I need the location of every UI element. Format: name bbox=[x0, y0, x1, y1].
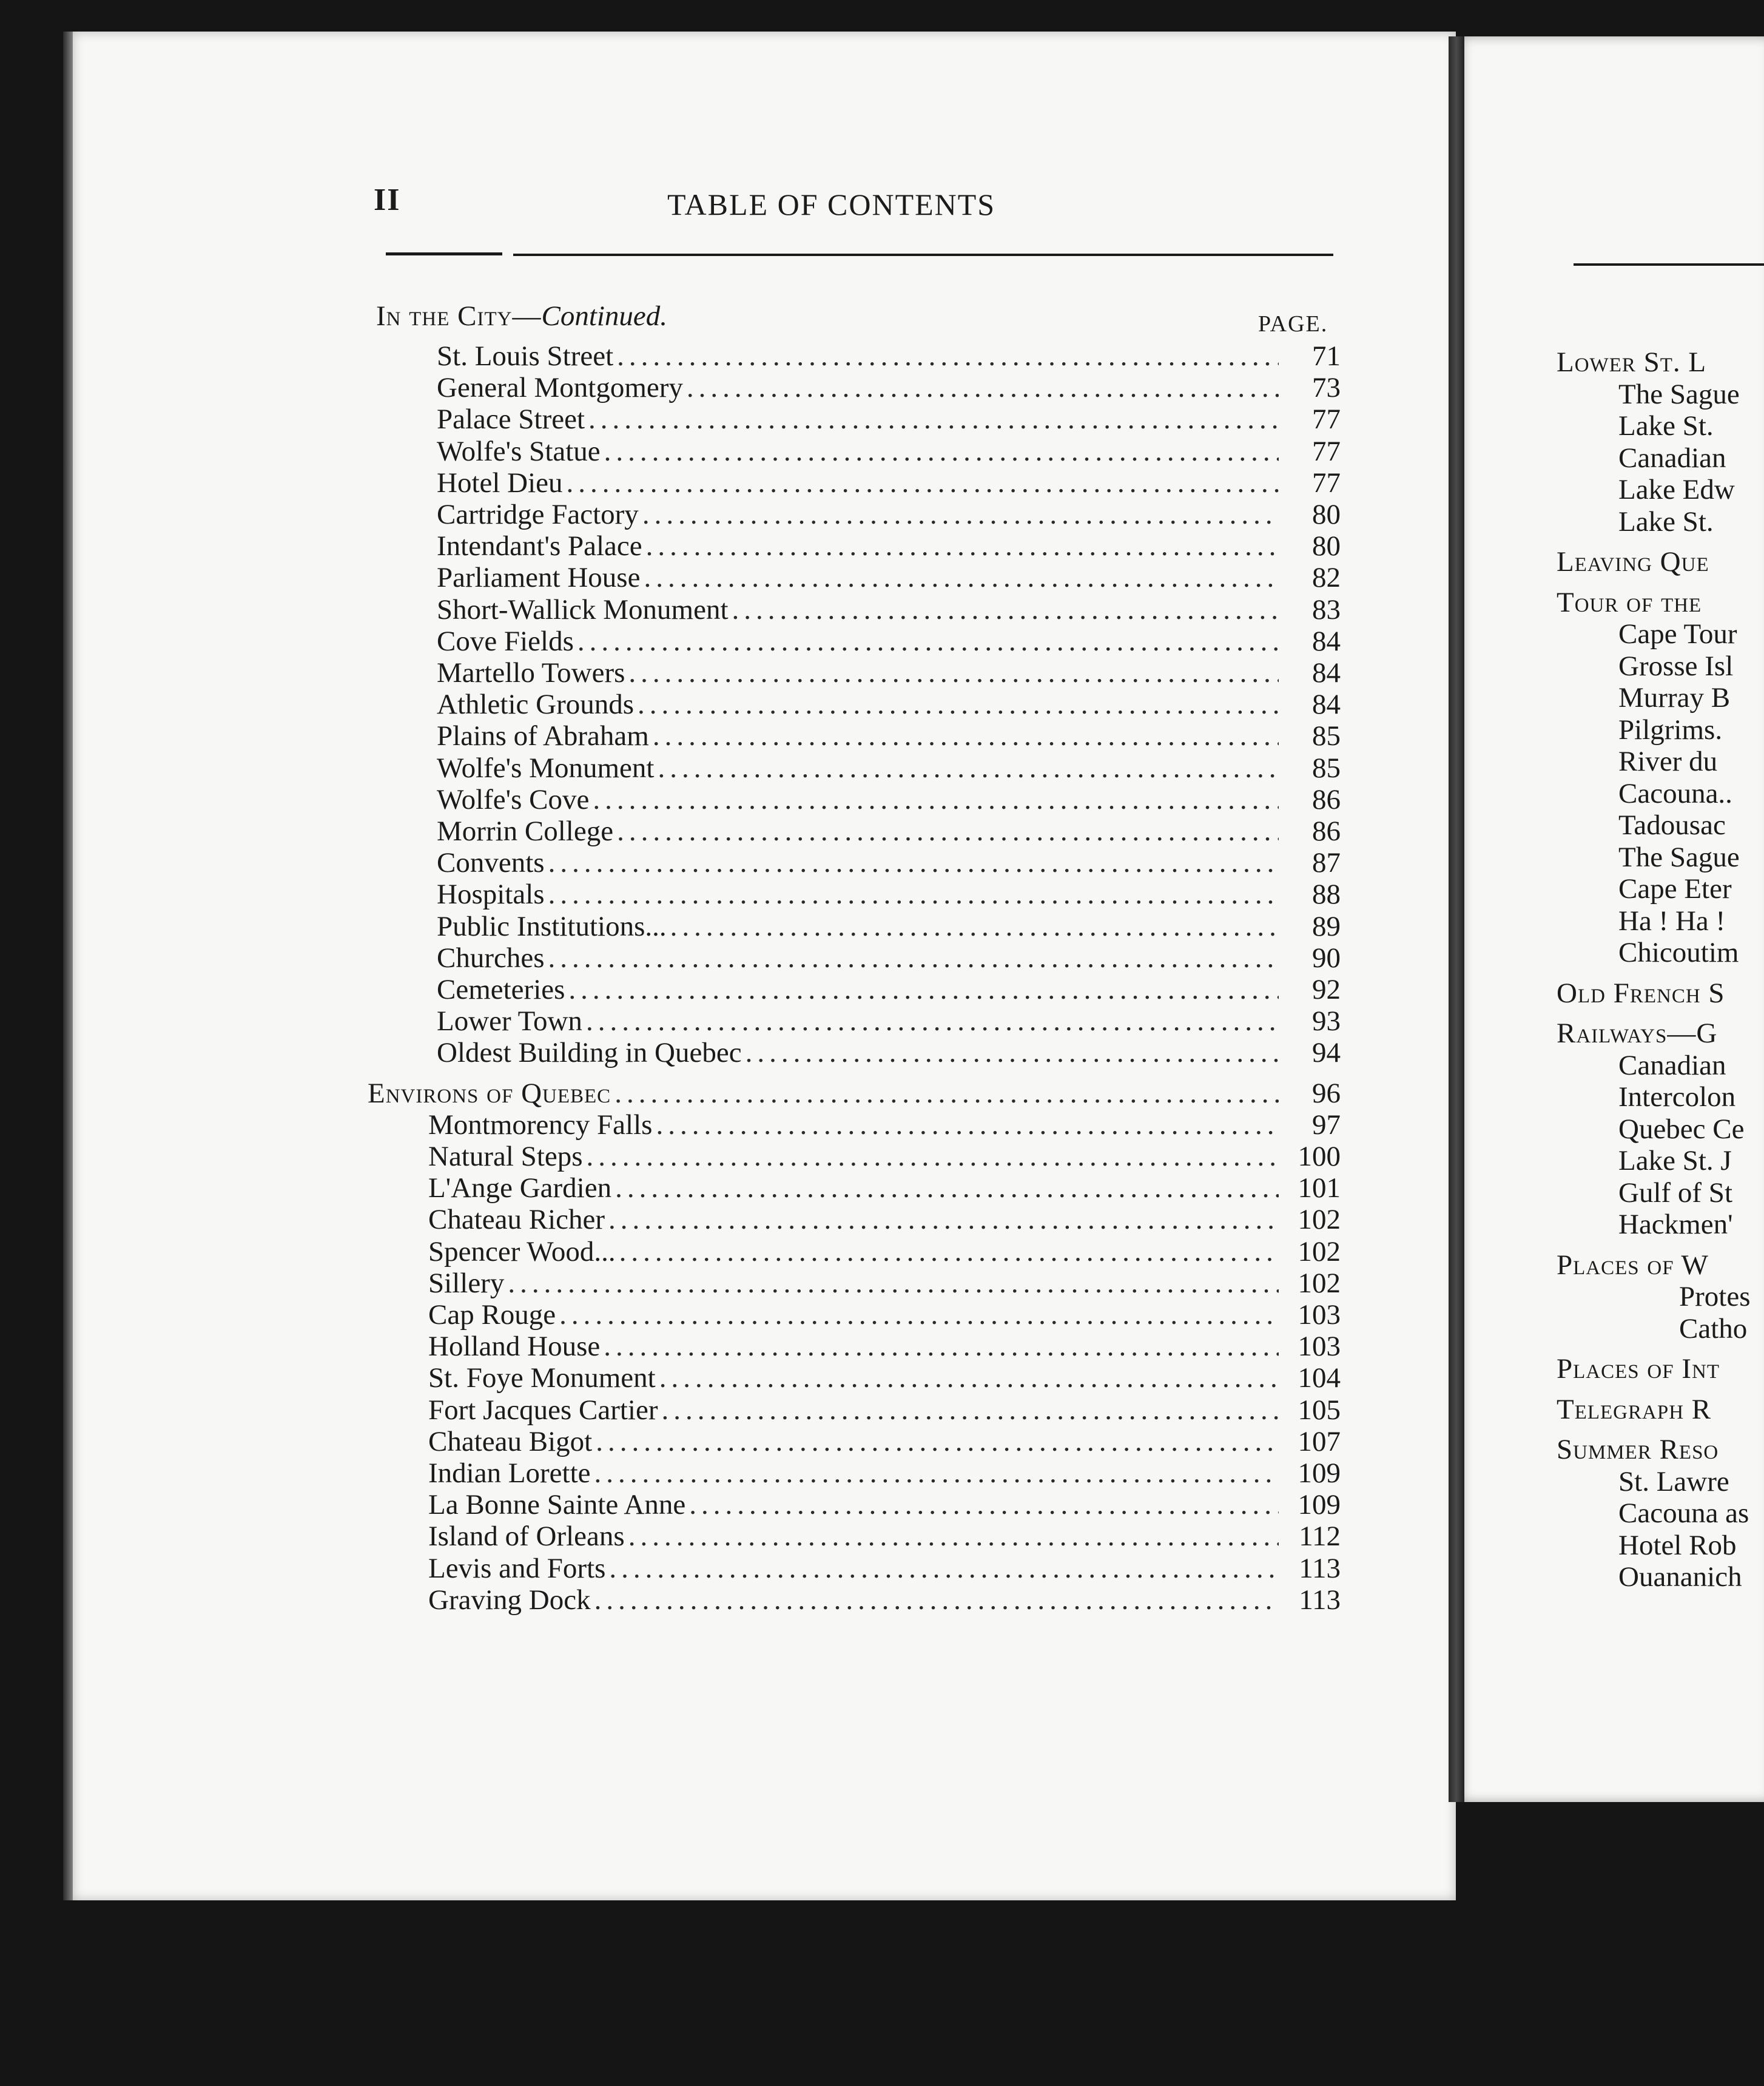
right-section-heading: Lower St. L bbox=[1557, 346, 1707, 378]
right-toc-entry: Ha ! Ha ! bbox=[1618, 905, 1726, 937]
toc-entry bbox=[437, 657, 1341, 689]
toc-entry-page: 88 bbox=[1312, 879, 1341, 910]
toc-entry-page: 104 bbox=[1298, 1362, 1341, 1394]
header-rule-long bbox=[513, 254, 1333, 256]
toc-entry-title: General Montgomery bbox=[437, 372, 683, 403]
toc-entry bbox=[437, 878, 1341, 911]
toc-leader-dots bbox=[593, 783, 1279, 816]
toc-entry-title: Hospitals bbox=[437, 879, 545, 910]
toc-entry bbox=[437, 783, 1341, 816]
toc-entry-page: 112 bbox=[1299, 1521, 1341, 1552]
right-toc-entry: River du bbox=[1618, 746, 1718, 777]
toc-entry-title: Intendant's Palace bbox=[437, 530, 642, 562]
section-heading-environs bbox=[368, 1077, 1341, 1110]
toc-entry bbox=[437, 340, 1341, 373]
toc-entry-title: Lower Town bbox=[437, 1005, 582, 1037]
right-toc-entry: St. Lawre bbox=[1618, 1466, 1729, 1497]
toc-leader-dots bbox=[609, 1552, 1279, 1585]
toc-leader-dots bbox=[656, 1109, 1279, 1141]
toc-entry bbox=[437, 910, 1341, 943]
toc-leader-dots bbox=[617, 340, 1279, 373]
toc-entry-page: 84 bbox=[1312, 657, 1341, 689]
right-toc-entry: The Sague bbox=[1618, 842, 1740, 873]
toc-entry-page: 94 bbox=[1312, 1037, 1341, 1068]
toc-leader-dots bbox=[548, 846, 1279, 879]
toc-entry bbox=[437, 467, 1341, 499]
toc-entry bbox=[428, 1267, 1341, 1300]
toc-entry-title: L'Ange Gardien bbox=[428, 1172, 612, 1204]
toc-entry-title: Fort Jacques Cartier bbox=[428, 1394, 658, 1426]
toc-entry-page: 84 bbox=[1312, 689, 1341, 720]
toc-leader-dots bbox=[608, 1203, 1279, 1236]
toc-entry bbox=[428, 1425, 1341, 1458]
toc-leader-dots bbox=[548, 878, 1279, 911]
right-toc-entry: Gulf of St bbox=[1618, 1177, 1732, 1209]
toc-entry-title: Cap Rouge bbox=[428, 1299, 556, 1331]
toc-entry-page: 105 bbox=[1298, 1394, 1341, 1426]
toc-entry-title: Island of Orleans bbox=[428, 1521, 625, 1552]
right-section-heading: Railways—G bbox=[1557, 1018, 1718, 1049]
toc-entry-title: St. Louis Street bbox=[437, 340, 614, 372]
toc-leader-dots bbox=[642, 498, 1279, 531]
right-toc-entry: Canadian bbox=[1618, 442, 1726, 474]
right-toc-entry: Cape Eter bbox=[1618, 873, 1732, 905]
toc-entry-page: 107 bbox=[1298, 1426, 1341, 1457]
toc-entry-title: Environs of Quebec bbox=[368, 1078, 611, 1109]
toc-leader-dots bbox=[628, 1520, 1279, 1553]
right-page-header-rule bbox=[1574, 263, 1764, 266]
toc-leader-dots bbox=[568, 973, 1279, 1006]
toc-leader-dots bbox=[559, 1298, 1279, 1331]
toc-leader-dots bbox=[548, 942, 1279, 974]
right-section-heading: Tour of the bbox=[1557, 587, 1702, 618]
right-section-heading: Old French S bbox=[1557, 977, 1725, 1009]
right-toc-entry: Lake St. bbox=[1618, 506, 1714, 538]
toc-entry bbox=[428, 1552, 1341, 1585]
toc-leader-dots bbox=[659, 1362, 1279, 1394]
right-toc-entry: Lake St. bbox=[1618, 410, 1714, 442]
toc-entry-page: 82 bbox=[1312, 562, 1341, 593]
toc-entry-title: Sillery bbox=[428, 1267, 505, 1299]
right-toc-entry: Cacouna.. bbox=[1618, 778, 1732, 809]
toc-entry-page: 103 bbox=[1298, 1299, 1341, 1331]
toc-entry-page: 77 bbox=[1312, 436, 1341, 467]
toc-entry-page: 73 bbox=[1312, 372, 1341, 403]
toc-entry bbox=[428, 1457, 1341, 1490]
toc-entry-page: 100 bbox=[1298, 1141, 1341, 1172]
toc-entry-title: Martello Towers bbox=[437, 657, 625, 689]
toc-leader-dots bbox=[508, 1267, 1279, 1300]
toc-entry bbox=[437, 1036, 1341, 1069]
toc-entry-title: Churches bbox=[437, 942, 545, 974]
toc-entry-title: Parliament House bbox=[437, 562, 641, 593]
toc-entry-title: Cemeteries bbox=[437, 974, 565, 1005]
toc-entry bbox=[437, 1005, 1341, 1038]
toc-leader-dots bbox=[614, 1077, 1279, 1110]
toc-leader-dots bbox=[596, 1425, 1279, 1458]
toc-entry-page: 71 bbox=[1312, 340, 1341, 372]
section-heading-suffix: Continued. bbox=[541, 300, 668, 332]
toc-entry-title: Levis and Forts bbox=[428, 1553, 606, 1584]
right-toc-entry: Canadian bbox=[1618, 1050, 1726, 1081]
section-heading-in-the-city bbox=[376, 300, 667, 332]
toc-entry bbox=[428, 1394, 1341, 1426]
right-section-heading: Places of Int bbox=[1557, 1353, 1720, 1385]
page-title: TABLE OF CONTENTS bbox=[667, 187, 996, 221]
toc-leader-dots bbox=[732, 593, 1279, 626]
toc-entry-page: 84 bbox=[1312, 626, 1341, 657]
toc-entry bbox=[437, 593, 1341, 626]
toc-entry bbox=[437, 846, 1341, 879]
toc-entry-title: La Bonne Sainte Anne bbox=[428, 1489, 686, 1521]
toc-entry-page: 89 bbox=[1312, 911, 1341, 942]
toc-entry bbox=[437, 403, 1341, 436]
toc-entry-page: 96 bbox=[1312, 1078, 1341, 1109]
toc-leader-dots bbox=[662, 1394, 1279, 1426]
toc-entry-title: Wolfe's Statue bbox=[437, 436, 601, 467]
toc-entry-page: 85 bbox=[1312, 752, 1341, 784]
toc-leader-dots bbox=[689, 1488, 1279, 1521]
toc-leader-dots bbox=[638, 688, 1279, 721]
right-section-heading: Telegraph R bbox=[1557, 1394, 1712, 1425]
toc-entry bbox=[437, 561, 1341, 594]
toc-entry bbox=[437, 752, 1341, 785]
toc-entry-title: Spencer Wood... bbox=[428, 1236, 616, 1267]
toc-leader-dots bbox=[670, 910, 1279, 943]
toc-entry-title: Hotel Dieu bbox=[437, 467, 563, 499]
toc-entry-title: Palace Street bbox=[437, 403, 585, 435]
toc-entry bbox=[437, 435, 1341, 468]
right-section-heading: Places of W bbox=[1557, 1249, 1709, 1281]
toc-entry-title: Graving Dock bbox=[428, 1584, 591, 1616]
right-toc-entry: The Sague bbox=[1618, 379, 1740, 410]
toc-entry-page: 80 bbox=[1312, 530, 1341, 562]
right-toc-entry: Intercolon bbox=[1618, 1081, 1736, 1113]
right-toc-entry: Pilgrims. bbox=[1618, 714, 1723, 746]
toc-entry-page: 102 bbox=[1298, 1204, 1341, 1235]
page-column-label: PAGE. bbox=[1258, 311, 1328, 337]
right-toc-entry: Hotel Rob bbox=[1618, 1530, 1737, 1561]
toc-entry-page: 102 bbox=[1298, 1236, 1341, 1267]
right-toc-entry: Quebec Ce bbox=[1618, 1113, 1745, 1145]
toc-entry-title: Plains of Abraham bbox=[437, 720, 649, 752]
toc-entry-page: 113 bbox=[1299, 1553, 1341, 1584]
toc-entry-title: St. Foye Monument bbox=[428, 1362, 656, 1394]
toc-entry-title: Montmorency Falls bbox=[428, 1109, 653, 1141]
toc-entry bbox=[428, 1203, 1341, 1236]
toc-leader-dots bbox=[646, 530, 1279, 562]
toc-entry-page: 109 bbox=[1298, 1489, 1341, 1521]
toc-entry bbox=[437, 973, 1341, 1006]
toc-entry-page: 90 bbox=[1312, 942, 1341, 974]
toc-leader-dots bbox=[653, 720, 1279, 752]
toc-leader-dots bbox=[588, 403, 1279, 436]
toc-entry-page: 87 bbox=[1312, 847, 1341, 879]
right-toc-entry: Ouananich bbox=[1618, 1561, 1742, 1593]
toc-leader-dots bbox=[687, 371, 1279, 404]
toc-entry-title: Oldest Building in Quebec bbox=[437, 1037, 742, 1068]
toc-entry bbox=[437, 530, 1341, 562]
toc-entry-page: 97 bbox=[1312, 1109, 1341, 1141]
book-spine bbox=[1449, 36, 1464, 1802]
toc-leader-dots bbox=[658, 752, 1279, 785]
toc-leader-dots bbox=[617, 815, 1279, 848]
right-toc-entry: Hackmen' bbox=[1618, 1209, 1733, 1240]
page-numeral: II bbox=[374, 183, 401, 217]
toc-entry-title: Holland House bbox=[428, 1331, 601, 1362]
header-rule-short bbox=[386, 252, 502, 255]
right-toc-entry: Cacouna as bbox=[1618, 1497, 1749, 1529]
toc-leader-dots bbox=[586, 1005, 1279, 1038]
right-section-heading: Leaving Que bbox=[1557, 546, 1709, 578]
right-toc-entry: Lake St. J bbox=[1618, 1145, 1732, 1176]
right-toc-entry: Tadousac bbox=[1618, 809, 1726, 841]
toc-entry-page: 113 bbox=[1299, 1584, 1341, 1616]
toc-entry-title: Convents bbox=[437, 847, 545, 879]
right-toc-entry: Catho bbox=[1679, 1313, 1748, 1345]
toc-leader-dots bbox=[587, 1140, 1279, 1173]
toc-entry bbox=[437, 371, 1341, 404]
right-toc-entry: Cape Tour bbox=[1618, 618, 1737, 650]
toc-entry bbox=[428, 1298, 1341, 1331]
toc-entry bbox=[428, 1140, 1341, 1173]
toc-entry bbox=[437, 942, 1341, 974]
right-toc-entry: Grosse Isl bbox=[1618, 650, 1734, 682]
toc-entry-page: 77 bbox=[1312, 403, 1341, 435]
toc-entry bbox=[428, 1235, 1341, 1268]
right-toc-entry: Lake Edw bbox=[1618, 474, 1735, 505]
toc-entry-page: 93 bbox=[1312, 1005, 1341, 1037]
toc-leader-dots bbox=[577, 625, 1279, 658]
toc-entry-title: Natural Steps bbox=[428, 1141, 583, 1172]
toc-entry bbox=[428, 1520, 1341, 1553]
toc-entry-page: 80 bbox=[1312, 499, 1341, 530]
toc-entry-page: 85 bbox=[1312, 720, 1341, 752]
toc-entry-page: 86 bbox=[1312, 784, 1341, 815]
toc-entry-title: Athletic Grounds bbox=[437, 689, 635, 720]
toc-entry-page: 109 bbox=[1298, 1457, 1341, 1489]
toc-entry bbox=[428, 1488, 1341, 1521]
toc-entry bbox=[428, 1330, 1341, 1363]
toc-entry-page: 101 bbox=[1298, 1172, 1341, 1204]
toc-entry-title: Morrin College bbox=[437, 815, 614, 847]
toc-entry bbox=[437, 720, 1341, 752]
toc-entry bbox=[428, 1109, 1341, 1141]
toc-entry-title: Wolfe's Monument bbox=[437, 752, 655, 784]
toc-entry bbox=[437, 625, 1341, 658]
toc-leader-dots bbox=[594, 1457, 1279, 1490]
toc-entry bbox=[437, 498, 1341, 531]
toc-entry bbox=[428, 1584, 1341, 1616]
toc-leader-dots bbox=[604, 1330, 1279, 1363]
toc-entry-page: 92 bbox=[1312, 974, 1341, 1005]
toc-entry-title: Cove Fields bbox=[437, 626, 574, 657]
toc-entry-title: Wolfe's Cove bbox=[437, 784, 590, 815]
toc-leader-dots bbox=[615, 1172, 1279, 1204]
section-heading-text: In the City— bbox=[376, 300, 542, 332]
toc-entry-page: 77 bbox=[1312, 467, 1341, 499]
toc-entry-title: Indian Lorette bbox=[428, 1457, 591, 1489]
toc-entry-title: Cartridge Factory bbox=[437, 499, 639, 530]
toc-entry-page: 83 bbox=[1312, 594, 1341, 626]
right-toc-entry: Murray B bbox=[1618, 682, 1731, 714]
toc-leader-dots bbox=[594, 1584, 1279, 1616]
toc-entry-page: 102 bbox=[1298, 1267, 1341, 1299]
toc-entry-page: 103 bbox=[1298, 1331, 1341, 1362]
toc-entry-title: Public Institutions... bbox=[437, 911, 667, 942]
toc-leader-dots bbox=[644, 561, 1279, 594]
toc-entry bbox=[437, 688, 1341, 721]
toc-leader-dots bbox=[567, 467, 1279, 499]
toc-entry-title: Chateau Bigot bbox=[428, 1426, 593, 1457]
toc-leader-dots bbox=[619, 1235, 1279, 1268]
right-section-heading: Summer Reso bbox=[1557, 1434, 1719, 1465]
right-toc-entry: Chicoutim bbox=[1618, 937, 1739, 968]
toc-entry-page: 86 bbox=[1312, 815, 1341, 847]
toc-leader-dots bbox=[604, 435, 1279, 468]
toc-entry bbox=[428, 1172, 1341, 1204]
toc-entry-title: Chateau Richer bbox=[428, 1204, 605, 1235]
toc-leader-dots bbox=[746, 1036, 1279, 1069]
toc-entry bbox=[428, 1362, 1341, 1394]
toc-entry-title: Short-Wallick Monument bbox=[437, 594, 729, 626]
toc-leader-dots bbox=[628, 657, 1279, 689]
right-toc-entry: Protes bbox=[1679, 1281, 1751, 1312]
toc-entry bbox=[437, 815, 1341, 848]
